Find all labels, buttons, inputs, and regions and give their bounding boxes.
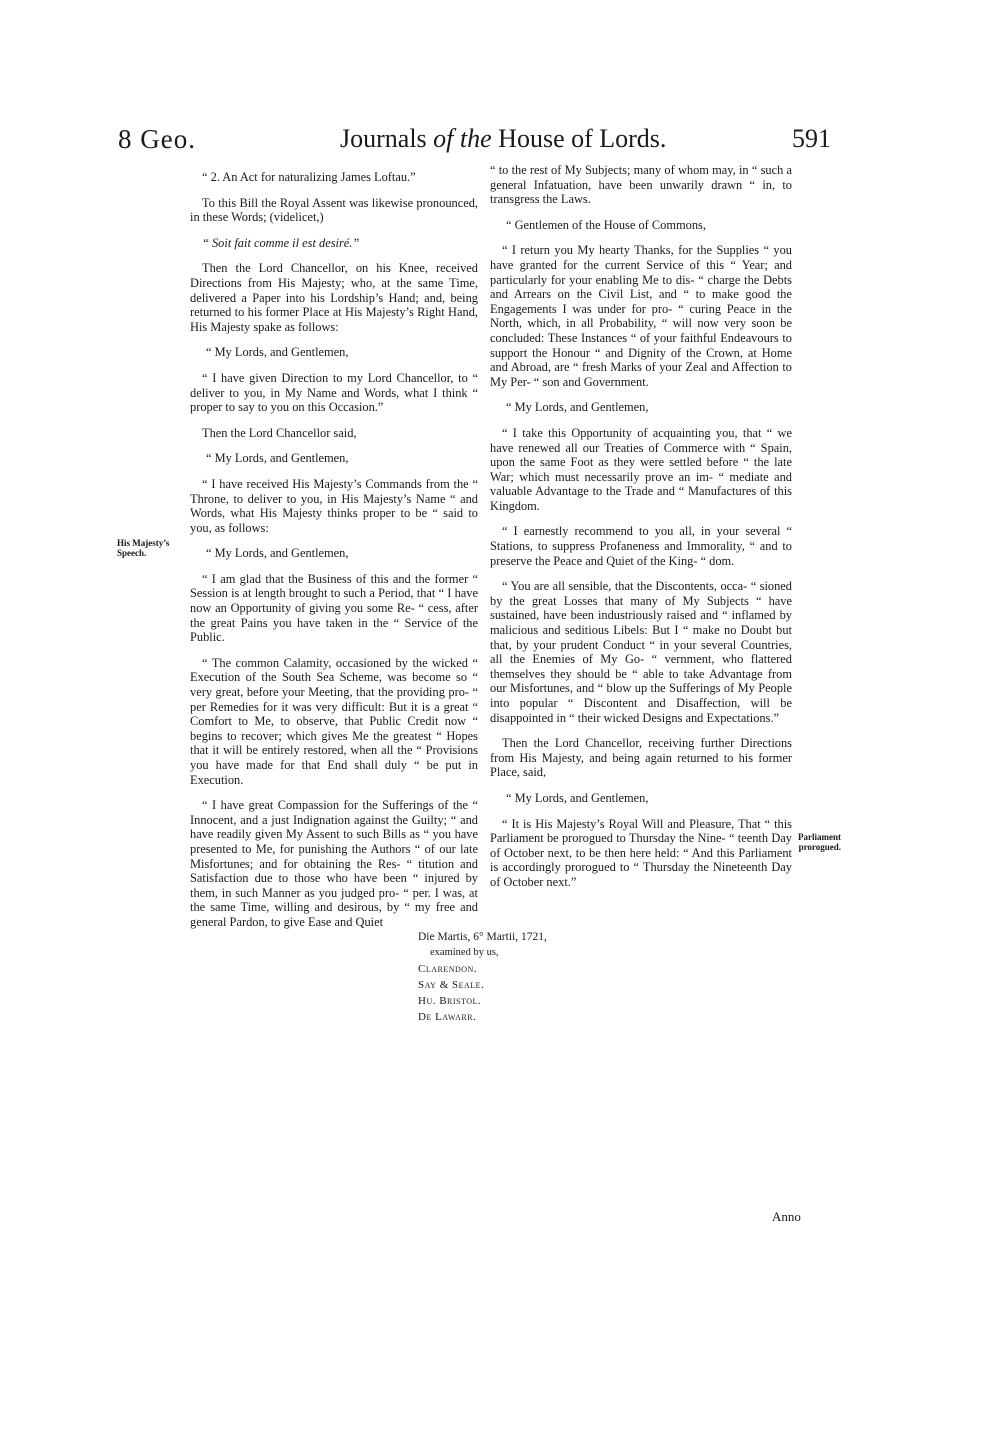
paragraph: “ to the rest of My Subjects; many of whom may, in “ such a general Infatuation, have been unwarily drawn “ in, to transgress the Laws. [490, 163, 792, 207]
paragraph: “ It is His Majesty’s Royal Will and Pleasure, That “ this Parliament be prorogued to Thursday the Nine- “ teenth Day of October next, to be then here held: “ And this Parliament is accordingly prorogued to “ Thursday the Nineteenth Day of October next.” [490, 816, 792, 889]
paragraph: Then the Lord Chancellor said, [202, 425, 357, 440]
page-header [0, 124, 992, 164]
signatory-name: Clarendon. [418, 963, 478, 975]
signatory-name: Say & Seale. [418, 979, 485, 991]
paragraph: “ I have great Compassion for the Sufferings of the “ Innocent, and a just Indignation against the Guilty; “ and have readily given My Assent to such Bills as “ you have presented to Me, for punishing the Authors “ of our late Misfortunes; and for obtaining the Res- “ titution and Satisfaction due to those who have been “ injured by them, in such Manner as you judged pro- “ per. I was, at the same Time, willing and desirous, by “ my free and general Pardon, to give Ease and Quiet [190, 798, 478, 929]
right-column [490, 163, 792, 901]
signatory-name: De Lawarr. [418, 1011, 477, 1023]
salutation: “ Gentlemen of the House of Commons, [506, 217, 706, 232]
left-column [190, 170, 478, 941]
salutation: “ My Lords, and Gentlemen, [206, 345, 349, 360]
paragraph: Then the Lord Chancellor, receiving further Directions from His Majesty, and being again returned to his former Place, said, [490, 736, 792, 780]
paragraph: “ I earnestly recommend to you all, in your several “ Stations, to suppress Profaneness and Immorality, “ and to preserve the Peace and Quiet of the King- “ dom. [490, 524, 792, 568]
paragraph: “ I take this Opportunity of acquainting you, that “ we have renewed all our Treaties of Commerce with “ Spain, upon the same Foot as they were settled before “ the late War; which must necessarily prove an im- “ mediate and valuable Advantage to the Trade and “ Manufactures of this Kingdom. [490, 425, 792, 513]
paragraph: “ I have given Direction to my Lord Chancellor, to “ deliver to you, in My Name and Words, what I think “ proper to say to you on this Occasion.” [190, 370, 478, 415]
paragraph: “ Soit fait comme il est desiré.” [202, 235, 360, 250]
salutation: “ My Lords, and Gentlemen, [206, 546, 349, 561]
paragraph: “ I have received His Majesty’s Commands from the “ Throne, to deliver to you, in His Majesty’s Name “ and Words, what His Majesty thinks proper to be “ said to you, as follows: [190, 476, 478, 535]
paragraph: To this Bill the Royal Assent was likewise pronounced, in these Words; (videlicet,) [190, 195, 478, 225]
margin-note-parliament: Parliament prorogued. [798, 832, 841, 852]
regnal-year: 8 Geo. [118, 124, 196, 154]
salutation: “ My Lords, and Gentlemen, [506, 400, 649, 415]
signature-block [418, 929, 547, 1025]
running-title: Journals of the House of Lords. [340, 124, 667, 153]
paragraph: “ I return you My hearty Thanks, for the Supplies “ you have granted for the current Service of this “ Year; and particularly for your enabling Me to dis- “ charge the Debts and Arrears on the Civil List, and “ to make good the Engagements I was under for pro- “ curing Peace in the North, which, in all Probability, “ will now very soon be concluded: These Instances “ of your faithful Endeavours to support the Honour “ and Dignity of the Crown, at Home and Abroad, are “ fresh Marks of your Zeal and Affection to My Per- “ son and Government. [490, 243, 792, 389]
signature-examined: examined by us, [430, 947, 499, 958]
page-number: 591 [792, 124, 831, 153]
margin-note-speech: His Majesty’s Speech. [117, 538, 170, 558]
paragraph: “ I am glad that the Business of this and the former “ Session is at length brought to such a Period, that “ I have now an Opportunity of giving you some Re- “ cess, after the great Pains you have taken in the “ Service of the Public. [190, 571, 478, 645]
paragraph: Then the Lord Chancellor, on his Knee, received Directions from His Majesty; who, at the same Time, delivered a Paper into his Lordship’s Hand; and, being returned to his former Place at His Majesty’s Right Hand, His Majesty spake as follows: [190, 261, 478, 334]
salutation: “ My Lords, and Gentlemen, [206, 451, 349, 466]
paragraph: “ The common Calamity, occasioned by the wicked “ Execution of the South Sea Scheme, was become so “ very great, before your Meeting, that the providing pro- “ per Remedies for it was very difficult: But it is a great “ Comfort to Me, to observe, that Public Credit now “ begins to recover; which gives Me the greatest “ Hopes that it will be entirely restored, when all the “ Provisions you have made for that End shall duly “ be put in Execution. [190, 655, 478, 787]
signatory-name: Hu. Bristol. [418, 995, 482, 1007]
signature-date: Die Martis, 6° Martii, 1721, [418, 931, 547, 943]
salutation: “ My Lords, and Gentlemen, [506, 790, 649, 805]
catchword: Anno [772, 1209, 801, 1224]
paragraph: “ 2. An Act for naturalizing James Loftau.” [202, 170, 416, 184]
paragraph: “ You are all sensible, that the Discontents, occa- “ sioned by the great Losses that many of My Subjects “ have sustained, have been industriously raised and “ inflamed by malicious and seditious Libels: But I “ make no Doubt but that, by your prudent Conduct “ in your several Countries, all the Enemies of My Go- “ vernment, who flattered themselves they should be “ able to take Advantage from our Misfortunes, and “ blow up the Sufferings of My People into popular “ Discontent and Disaffection, will be disappointed in “ their wicked Designs and Expectations.” [490, 579, 792, 725]
